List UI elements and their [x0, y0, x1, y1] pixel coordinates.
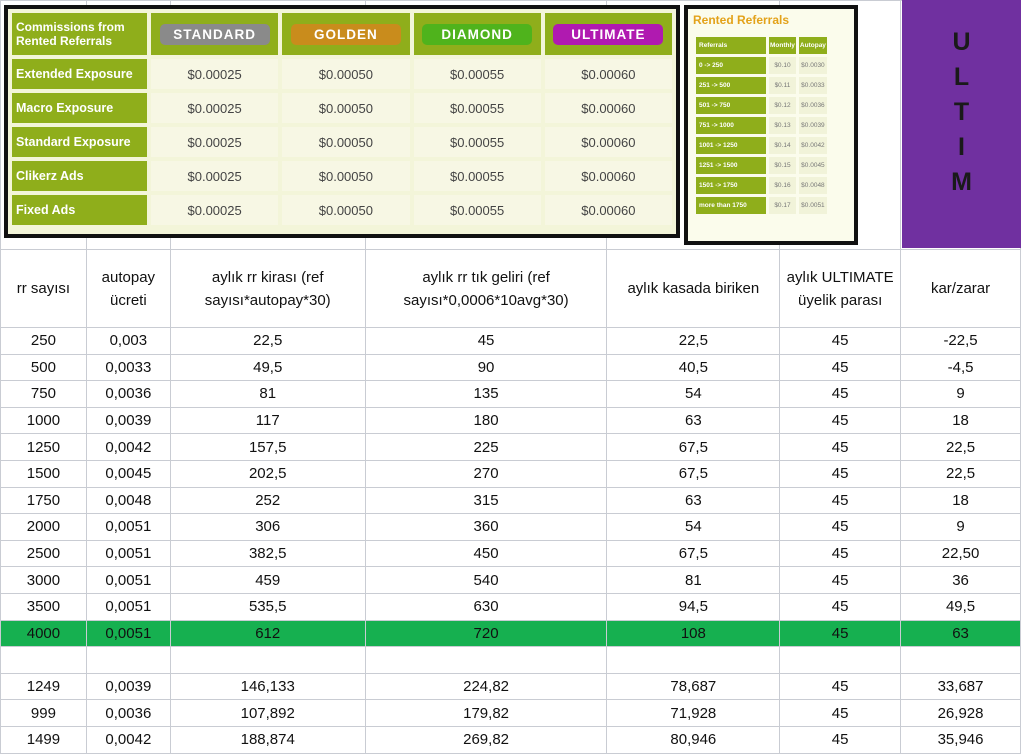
sheet-cell[interactable]: 45	[780, 381, 901, 408]
commission-value: $0.00025	[151, 59, 278, 89]
commission-value: $0.00025	[151, 195, 278, 225]
sheet-cell[interactable]: 157,5	[170, 434, 365, 461]
commission-row	[12, 161, 672, 191]
sheet-cell[interactable]: 0,0051	[86, 540, 170, 567]
header-rr-count[interactable]: rr sayısı	[1, 250, 87, 328]
commission-value: $0.00050	[282, 93, 409, 123]
sheet-cell[interactable]: 45	[780, 328, 901, 355]
sheet-cell[interactable]: 45	[780, 434, 901, 461]
rented-referrals-row	[696, 157, 827, 174]
plan-golden	[282, 13, 409, 55]
sheet-cell[interactable]: 78,687	[607, 673, 780, 700]
sheet-cell[interactable]: 0,0042	[86, 434, 170, 461]
sheet-cell[interactable]: 179,82	[365, 700, 607, 727]
sheet-cell[interactable]: 45	[780, 700, 901, 727]
rr-autopay: $0.0036	[799, 97, 827, 114]
sheet-cell[interactable]: 81	[170, 381, 365, 408]
sheet-cell[interactable]: 45	[780, 407, 901, 434]
commission-value: $0.00050	[282, 161, 409, 191]
sheet-cell[interactable]	[901, 647, 1021, 674]
commission-value: $0.00055	[414, 59, 541, 89]
commission-value: $0.00060	[545, 127, 672, 157]
sheet-cell[interactable]: 188,874	[170, 726, 365, 753]
sheet-cell[interactable]: 1000	[1, 407, 87, 434]
sheet-cell[interactable]: 0,0033	[86, 354, 170, 381]
header-autopay-fee[interactable]: autopay ücreti	[86, 250, 170, 328]
rr-monthly: $0.11	[769, 77, 796, 94]
commission-value: $0.00055	[414, 93, 541, 123]
plan-badge: ULTIMATE	[553, 24, 663, 45]
rr-monthly: $0.13	[769, 117, 796, 134]
sheet-cell[interactable]: 0,0042	[86, 726, 170, 753]
table-row	[1, 487, 1021, 514]
sheet-cell[interactable]: 1750	[1, 487, 87, 514]
rented-referrals-row	[696, 57, 827, 74]
rr-monthly: $0.17	[769, 197, 796, 214]
sheet-cell[interactable]: 45	[780, 593, 901, 620]
sheet-cell[interactable]: 382,5	[170, 540, 365, 567]
sheet-cell[interactable]: 180	[365, 407, 607, 434]
commission-value: $0.00055	[414, 127, 541, 157]
sheet-cell[interactable]: 49,5	[901, 593, 1021, 620]
sheet-cell[interactable]: 54	[607, 514, 780, 541]
sheet-cell[interactable]: 224,82	[365, 673, 607, 700]
commission-value: $0.00055	[414, 161, 541, 191]
sheet-cell[interactable]: 459	[170, 567, 365, 594]
sheet-cell[interactable]: 0,0039	[86, 407, 170, 434]
sheet-cell[interactable]: 1249	[1, 673, 87, 700]
plan-badge: GOLDEN	[291, 24, 401, 45]
sheet-cell[interactable]	[1, 647, 87, 674]
highlighted-table-row	[1, 620, 1021, 647]
table-row	[1, 647, 1021, 674]
commission-row	[12, 195, 672, 225]
sheet-cell[interactable]: 2000	[1, 514, 87, 541]
sheet-cell[interactable]: 18	[901, 407, 1021, 434]
table-row	[1, 567, 1021, 594]
ultim-letter: U	[952, 28, 971, 56]
table-row	[1, 726, 1021, 753]
commission-table	[12, 13, 672, 225]
rented-referrals-title: Rented Referrals	[693, 13, 790, 27]
sheet-cell[interactable]: 54	[607, 381, 780, 408]
sheet-cell[interactable]: 360	[365, 514, 607, 541]
header-monthly-rent[interactable]: aylık rr kirası (ref sayısı*autopay*30)	[170, 250, 365, 328]
sheet-cell[interactable]: 35,946	[901, 726, 1021, 753]
table-row	[1, 673, 1021, 700]
sheet-cell[interactable]: 535,5	[170, 593, 365, 620]
sheet-cell[interactable]: 4000	[1, 620, 87, 647]
table-row	[1, 381, 1021, 408]
table-row	[1, 514, 1021, 541]
sheet-cell[interactable]: 0,003	[86, 328, 170, 355]
rr-range: 501 -> 750	[696, 97, 766, 114]
sheet-cell[interactable]: 540	[365, 567, 607, 594]
sheet-cell[interactable]: 67,5	[607, 434, 780, 461]
sheet-cell[interactable]: -22,5	[901, 328, 1021, 355]
commission-value: $0.00050	[282, 195, 409, 225]
sheet-cell[interactable]: 0,0036	[86, 700, 170, 727]
sheet-cell[interactable]: 117	[170, 407, 365, 434]
commission-value: $0.00050	[282, 127, 409, 157]
sheet-cell[interactable]: 49,5	[170, 354, 365, 381]
ultim-letter: M	[951, 168, 972, 196]
rr-header-referrals: Referrals	[696, 37, 766, 54]
sheet-cell[interactable]: 2500	[1, 540, 87, 567]
sheet-cell[interactable]: 630	[365, 593, 607, 620]
sheet-cell[interactable]: 9	[901, 514, 1021, 541]
sheet-cell[interactable]: 0,0051	[86, 620, 170, 647]
commission-header-row	[12, 13, 672, 55]
header-monthly-balance[interactable]: aylık kasada biriken	[607, 250, 780, 328]
table-row	[1, 593, 1021, 620]
sheet-cell[interactable]: 63	[901, 620, 1021, 647]
sheet-cell[interactable]: 22,5	[607, 328, 780, 355]
sheet-cell[interactable]: 0,0051	[86, 567, 170, 594]
ultim-letter: T	[953, 98, 970, 126]
sheet-cell[interactable]: 315	[365, 487, 607, 514]
header-ultimate-fee[interactable]: aylık ULTIMATE üyelik parası	[780, 250, 901, 328]
commission-value: $0.00025	[151, 127, 278, 157]
rr-range: 0 -> 250	[696, 57, 766, 74]
sheet-cell[interactable]: 67,5	[607, 460, 780, 487]
sheet-cell[interactable]: 36	[901, 567, 1021, 594]
rr-monthly: $0.12	[769, 97, 796, 114]
sheet-cell[interactable]: 146,133	[170, 673, 365, 700]
sheet-cell[interactable]: 90	[365, 354, 607, 381]
sheet-cell[interactable]: 45	[780, 460, 901, 487]
sheet-cell[interactable]	[607, 647, 780, 674]
sheet-cell[interactable]: 71,928	[607, 700, 780, 727]
sheet-header-row	[1, 250, 1021, 328]
sheet-cell[interactable]: 252	[170, 487, 365, 514]
sheet-cell[interactable]: 22,5	[170, 328, 365, 355]
sheet-cell[interactable]: 45	[780, 514, 901, 541]
rr-autopay: $0.0045	[799, 157, 827, 174]
sheet-cell[interactable]: 40,5	[607, 354, 780, 381]
sheet-cell[interactable]: 81	[607, 567, 780, 594]
sheet-cell[interactable]: 3000	[1, 567, 87, 594]
header-profit-loss[interactable]: kar/zarar	[901, 250, 1021, 328]
sheet-cell[interactable]: 45	[780, 726, 901, 753]
sheet-cell[interactable]	[170, 647, 365, 674]
sheet-cell[interactable]: 45	[780, 567, 901, 594]
commission-header-label: Commissions from Rented Referrals	[12, 13, 147, 55]
sheet-cell[interactable]: 0,0036	[86, 381, 170, 408]
rr-range: 751 -> 1000	[696, 117, 766, 134]
table-row	[1, 354, 1021, 381]
commission-row	[12, 59, 672, 89]
sheet-cell[interactable]: 33,687	[901, 673, 1021, 700]
ultim-vertical-banner	[902, 0, 1021, 248]
ultim-letter: I	[958, 133, 965, 161]
rented-referrals-table	[696, 37, 827, 214]
rented-referrals-row	[696, 117, 827, 134]
rr-header-autopay: Autopay	[799, 37, 827, 54]
rr-range: 1001 -> 1250	[696, 137, 766, 154]
sheet-cell[interactable]: 225	[365, 434, 607, 461]
sheet-cell[interactable]: 107,892	[170, 700, 365, 727]
commission-value: $0.00060	[545, 195, 672, 225]
sheet-cell[interactable]: 26,928	[901, 700, 1021, 727]
rr-autopay: $0.0033	[799, 77, 827, 94]
sheet-cell[interactable]: 135	[365, 381, 607, 408]
sheet-cell[interactable]: 1500	[1, 460, 87, 487]
commission-value: $0.00025	[151, 161, 278, 191]
sheet-cell[interactable]: 45	[780, 354, 901, 381]
sheet-cell[interactable]: 269,82	[365, 726, 607, 753]
commission-value: $0.00060	[545, 93, 672, 123]
table-row	[1, 700, 1021, 727]
sheet-cell[interactable]: 1250	[1, 434, 87, 461]
rr-autopay: $0.0030	[799, 57, 827, 74]
sheet-cell[interactable]: 18	[901, 487, 1021, 514]
sheet-cell[interactable]: 306	[170, 514, 365, 541]
sheet-cell[interactable]: 750	[1, 381, 87, 408]
sheet-cell[interactable]: 0,0051	[86, 514, 170, 541]
rr-autopay: $0.0051	[799, 197, 827, 214]
commission-row-label: Clikerz Ads	[12, 161, 147, 191]
sheet-cell[interactable]: 45	[780, 540, 901, 567]
commission-row-label: Macro Exposure	[12, 93, 147, 123]
sheet-cell[interactable]: 450	[365, 540, 607, 567]
header-monthly-click-income[interactable]: aylık rr tık geliri (ref sayısı*0,0006*10avg*30)	[365, 250, 607, 328]
commission-row-label: Standard Exposure	[12, 127, 147, 157]
commission-value: $0.00025	[151, 93, 278, 123]
table-row	[1, 407, 1021, 434]
table-row	[1, 328, 1021, 355]
table-row	[1, 540, 1021, 567]
sheet-cell[interactable]: 63	[607, 487, 780, 514]
sheet-cell[interactable]: 22,5	[901, 434, 1021, 461]
sheet-cell[interactable]: 202,5	[170, 460, 365, 487]
plan-diamond	[414, 13, 541, 55]
plan-standard	[151, 13, 278, 55]
rr-monthly: $0.14	[769, 137, 796, 154]
sheet-cell[interactable]: 999	[1, 700, 87, 727]
sheet-cell[interactable]: 3500	[1, 593, 87, 620]
commission-row-label: Fixed Ads	[12, 195, 147, 225]
sheet-cell[interactable]: 80,946	[607, 726, 780, 753]
plan-badge: STANDARD	[160, 24, 270, 45]
commission-value: $0.00050	[282, 59, 409, 89]
plan-ultimate	[545, 13, 672, 55]
ultim-letter: L	[953, 63, 970, 91]
sheet-cell[interactable]: 22,50	[901, 540, 1021, 567]
commission-value: $0.00055	[414, 195, 541, 225]
commission-value: $0.00060	[545, 161, 672, 191]
rented-referrals-row	[696, 177, 827, 194]
rented-referrals-row	[696, 137, 827, 154]
rented-referrals-panel	[684, 5, 858, 245]
rr-range: more than 1750	[696, 197, 766, 214]
rr-autopay: $0.0039	[799, 117, 827, 134]
commission-table-panel	[4, 5, 680, 238]
rr-range: 1251 -> 1500	[696, 157, 766, 174]
sheet-cell[interactable]: 0,0045	[86, 460, 170, 487]
sheet-cell[interactable]: 0,0039	[86, 673, 170, 700]
sheet-cell[interactable]: 108	[607, 620, 780, 647]
sheet-cell[interactable]: 270	[365, 460, 607, 487]
commission-row-label: Extended Exposure	[12, 59, 147, 89]
rr-range: 251 -> 500	[696, 77, 766, 94]
sheet-cell[interactable]: 1499	[1, 726, 87, 753]
rr-monthly: $0.16	[769, 177, 796, 194]
rented-referrals-row	[696, 97, 827, 114]
rr-monthly: $0.10	[769, 57, 796, 74]
sheet-cell[interactable]: 67,5	[607, 540, 780, 567]
sheet-cell[interactable]: 0,0048	[86, 487, 170, 514]
sheet-cell[interactable]	[780, 647, 901, 674]
sheet-cell[interactable]: 45	[365, 328, 607, 355]
rr-autopay: $0.0042	[799, 137, 827, 154]
table-row	[1, 460, 1021, 487]
sheet-cell[interactable]: 500	[1, 354, 87, 381]
sheet-cell[interactable]: 22,5	[901, 460, 1021, 487]
commission-row	[12, 127, 672, 157]
rr-monthly: $0.15	[769, 157, 796, 174]
sheet-cell[interactable]: 720	[365, 620, 607, 647]
plan-badge: DIAMOND	[422, 24, 532, 45]
sheet-cell[interactable]: 94,5	[607, 593, 780, 620]
sheet-cell[interactable]: -4,5	[901, 354, 1021, 381]
commission-value: $0.00060	[545, 59, 672, 89]
sheet-cell[interactable]: 45	[780, 487, 901, 514]
table-row	[1, 434, 1021, 461]
rented-referrals-row	[696, 77, 827, 94]
rented-referrals-header-row	[696, 37, 827, 54]
sheet-cell[interactable]	[365, 647, 607, 674]
sheet-cell[interactable]: 250	[1, 328, 87, 355]
sheet-cell[interactable]: 9	[901, 381, 1021, 408]
sheet-cell[interactable]: 63	[607, 407, 780, 434]
sheet-cell[interactable]: 45	[780, 673, 901, 700]
sheet-cell[interactable]: 0,0051	[86, 593, 170, 620]
rented-referrals-row	[696, 197, 827, 214]
sheet-cell[interactable]	[86, 647, 170, 674]
rr-header-monthly: Monthly	[769, 37, 796, 54]
sheet-cell[interactable]: 612	[170, 620, 365, 647]
rr-autopay: $0.0048	[799, 177, 827, 194]
sheet-cell[interactable]: 45	[780, 620, 901, 647]
commission-row	[12, 93, 672, 123]
rr-range: 1501 -> 1750	[696, 177, 766, 194]
